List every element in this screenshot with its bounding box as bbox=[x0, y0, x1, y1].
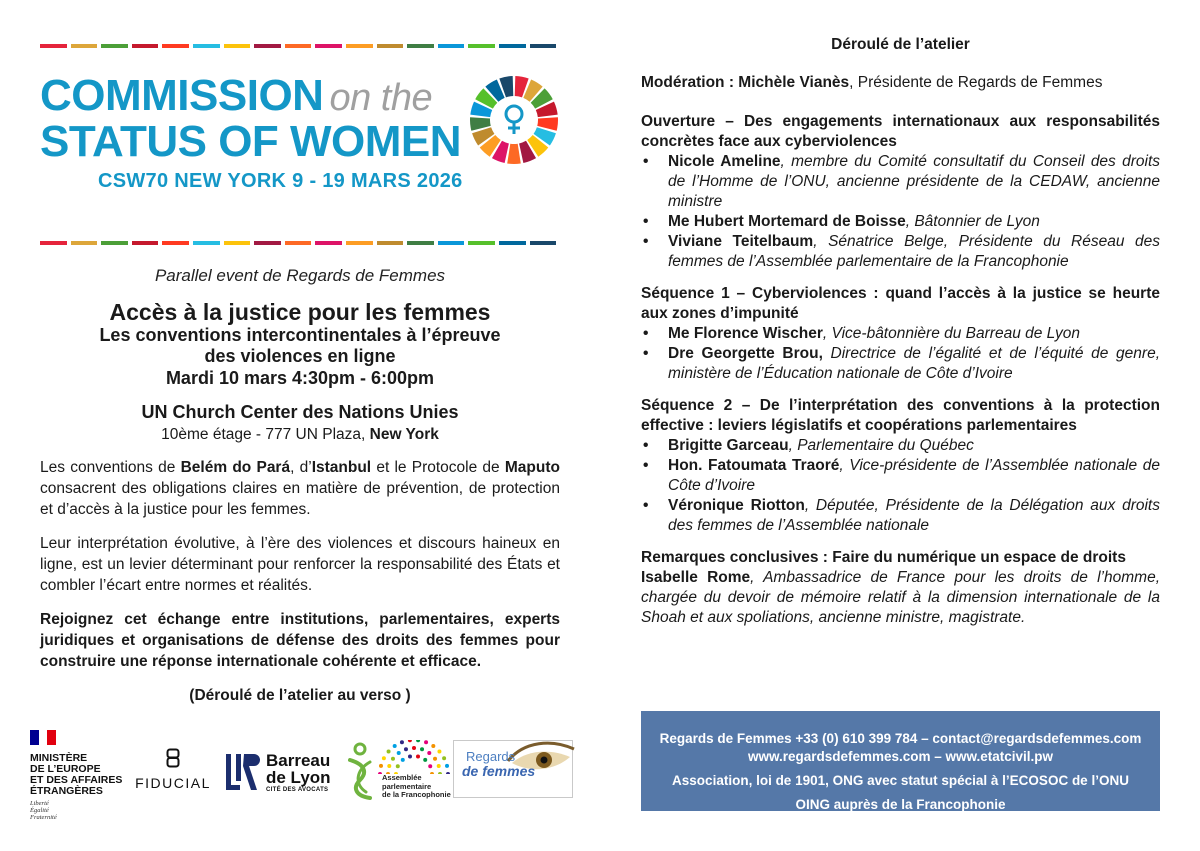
stripe-segment bbox=[530, 241, 557, 245]
stripe-segment bbox=[101, 44, 128, 48]
stripe-segment bbox=[254, 44, 281, 48]
left-column bbox=[40, 40, 560, 705]
event-datetime: Mardi 10 mars 4:30pm - 6:00pm bbox=[165, 368, 435, 388]
address-city: New York bbox=[369, 426, 439, 443]
apf-dot bbox=[437, 764, 441, 768]
apf-dot bbox=[416, 740, 420, 742]
moderation-role: , Présidente de Regards de Femmes bbox=[849, 74, 1103, 91]
intro-paragraph-2: Leur interprétation évolutive, à l’ère des violences et discours haineux en ligne, est un levier déterminant pour renforcer la responsabilité des États et combler l’écart entre normes et réalités. bbox=[40, 535, 560, 594]
sequence-1-speaker-list bbox=[641, 324, 1160, 384]
stripe-segment bbox=[162, 44, 189, 48]
csw-title-on-the: on the bbox=[329, 77, 433, 119]
contact-line1: Regards de Femmes +33 (0) 610 399 784 – contact@regardsdefemmes.com bbox=[659, 731, 1142, 746]
apf-dot bbox=[412, 746, 416, 750]
speaker-name: Nicole Ameline bbox=[668, 153, 781, 170]
intro-paragraph-3: Rejoignez cet échange entre institutions, parlementaires, experts juridiques et organisations de défense des droits des femmes pour construire une réponse internationale cohérente et efficace. bbox=[40, 611, 560, 670]
stripe-segment bbox=[530, 44, 557, 48]
apf-dot bbox=[387, 749, 391, 753]
apf-dot bbox=[379, 764, 383, 768]
event-address bbox=[40, 426, 560, 444]
speaker-name: Me Hubert Mortemard de Boisse bbox=[668, 213, 906, 230]
barreau-mark-icon bbox=[224, 752, 260, 792]
apf-dot bbox=[382, 756, 386, 760]
event-subtitle-line2: des violences en ligne bbox=[204, 346, 396, 366]
closing-speaker-role: , Ambassadrice de France pour les droits de l’homme, chargée du devoir de mémoire relatif à la dimension internationale de la Shoah et aux spoliations, ancienne ministre, magistrate. bbox=[641, 569, 1160, 626]
speaker-item bbox=[641, 324, 1160, 344]
closing-speaker bbox=[641, 568, 1160, 628]
stripe-segment bbox=[377, 241, 404, 245]
apf-dot bbox=[420, 747, 424, 751]
speaker-name: Viviane Teitelbaum bbox=[668, 233, 814, 250]
apf-dot bbox=[387, 764, 391, 768]
stripe-segment bbox=[499, 241, 526, 245]
speaker-item bbox=[641, 212, 1160, 232]
speaker-role: , membre du Comité consultatif du Conseil des droits de l’Homme de l’ONU, ancienne présidente de la CEDAW, ancienne ministre bbox=[668, 153, 1161, 210]
apf-arc-icon bbox=[374, 740, 454, 774]
speaker-name: Brigitte Garceau bbox=[668, 437, 789, 454]
mfa-line3: ET DES AFFAIRES bbox=[30, 774, 123, 786]
stripe-segment bbox=[346, 241, 373, 245]
p1-istanbul: Istanbul bbox=[311, 459, 372, 476]
csw-subtitle: CSW70 NEW YORK 9 - 19 MARS 2026 bbox=[98, 170, 463, 192]
apf-logo bbox=[346, 738, 456, 813]
stripe-segment bbox=[346, 44, 373, 48]
apf-dot bbox=[428, 764, 432, 768]
apf-dot bbox=[416, 754, 420, 758]
stripe-segment bbox=[132, 44, 159, 48]
apf-dot bbox=[404, 747, 408, 751]
regards-de-femmes-logo bbox=[453, 740, 573, 798]
opening-speaker-list bbox=[641, 152, 1160, 272]
speaker-item bbox=[641, 496, 1160, 536]
stripe-segment bbox=[499, 44, 526, 48]
apf-dot bbox=[424, 740, 428, 744]
fiducial-logo bbox=[128, 748, 218, 791]
stripe-segment bbox=[193, 241, 220, 245]
p1-maputo: Maputo bbox=[504, 459, 560, 476]
sequence-1-title: Séquence 1 – Cyberviolences : quand l’accès à la justice se heurte aux zones d’impunité bbox=[641, 285, 1160, 322]
stripe-segment bbox=[315, 44, 342, 48]
sdg-stripe-bottom bbox=[40, 241, 556, 245]
speaker-role: , Bâtonnier de Lyon bbox=[905, 213, 1040, 230]
sdg-wheel-segment bbox=[507, 144, 521, 164]
stripe-segment bbox=[468, 44, 495, 48]
speaker-name: Dre Georgette Brou, bbox=[668, 345, 823, 362]
speaker-item bbox=[641, 232, 1160, 272]
speaker-item bbox=[641, 456, 1160, 496]
program-heading: Déroulé de l’atelier bbox=[831, 36, 970, 53]
speaker-item bbox=[641, 152, 1160, 212]
partner-logos bbox=[28, 718, 588, 828]
apf-dot bbox=[400, 740, 404, 744]
contact-box bbox=[641, 711, 1160, 811]
csw-logo-block bbox=[40, 44, 560, 254]
stripe-segment bbox=[377, 44, 404, 48]
address-prefix: 10ème étage - 777 UN Plaza, bbox=[161, 426, 370, 443]
speaker-name: Me Florence Wischer bbox=[668, 325, 823, 342]
fiducial-mark-icon bbox=[166, 748, 180, 768]
barreau-line1: Barreau bbox=[266, 751, 331, 770]
stripe-segment bbox=[101, 241, 128, 245]
sequence-2-section bbox=[641, 396, 1160, 536]
speaker-item bbox=[641, 436, 1160, 456]
speaker-name: Véronique Riotton bbox=[668, 497, 805, 514]
stripe-segment bbox=[315, 241, 342, 245]
speaker-role: , Vice-présidente de l’Assemblée nationale de Côte d’Ivoire bbox=[668, 457, 1160, 494]
speaker-role: , Vice-bâtonnière du Barreau de Lyon bbox=[822, 325, 1081, 342]
apf-dot bbox=[433, 757, 437, 761]
p1-text-e: et le Protocole de bbox=[371, 459, 505, 476]
rdf-line2: de femmes bbox=[462, 763, 536, 779]
csw-title-line1: COMMISSION bbox=[40, 71, 324, 120]
apf-dot bbox=[437, 749, 441, 753]
mfa-line2: DE L’EUROPE bbox=[30, 763, 101, 775]
apf-line1: Assemblée bbox=[382, 773, 422, 782]
mfa-line1: MINISTÈRE bbox=[30, 752, 88, 764]
contact-websites: www.regardsdefemmes.com – www.etatcivil.pw bbox=[747, 749, 1054, 764]
p1-text-a: Les conventions de bbox=[40, 459, 181, 476]
closing-speaker-name: Isabelle Rome bbox=[641, 569, 751, 586]
csw-title bbox=[40, 71, 462, 166]
stripe-segment bbox=[40, 241, 67, 245]
event-title: Accès à la justice pour les femmes bbox=[109, 299, 491, 325]
apf-dot bbox=[408, 754, 412, 758]
sequence-1-section bbox=[641, 284, 1160, 384]
marianne-flag-icon bbox=[30, 730, 56, 745]
event-subtitle-line1: Les conventions intercontinentales à l’épreuve bbox=[99, 325, 501, 345]
speaker-role: Directrice de l’égalité et de l’équité de genre, ministère de l’Éducation nationale de Côte d’Ivoire bbox=[668, 345, 1160, 382]
contact-oing: OING auprès de la Francophonie bbox=[795, 797, 1006, 812]
mfa-motto1: Liberté bbox=[30, 800, 49, 807]
sequence-2-title: Séquence 2 – De l’interprétation des conventions à la protection effective : leviers législatifs et coopérations parlementaires bbox=[641, 397, 1160, 434]
barreau-line3: CITÉ DES AVOCATS bbox=[266, 787, 329, 793]
barreau-lyon-logo bbox=[224, 752, 354, 804]
stripe-segment bbox=[285, 44, 312, 48]
opening-section bbox=[641, 112, 1160, 272]
stripe-segment bbox=[71, 241, 98, 245]
stripe-segment bbox=[438, 241, 465, 245]
apf-dot bbox=[393, 744, 397, 748]
apf-dot bbox=[408, 740, 412, 742]
apf-dot bbox=[427, 751, 431, 755]
stripe-segment bbox=[162, 241, 189, 245]
apf-line2: parlementaire bbox=[382, 781, 432, 791]
apf-figure-icon bbox=[346, 742, 376, 802]
apf-dot bbox=[442, 756, 446, 760]
rdf-line1: Regards bbox=[466, 749, 516, 764]
apf-dot bbox=[401, 758, 405, 762]
sdg-stripe-top bbox=[40, 44, 556, 48]
apf-dot bbox=[397, 751, 401, 755]
stripe-segment bbox=[285, 241, 312, 245]
speaker-item bbox=[641, 344, 1160, 384]
speaker-role: , Députée, Présidente de la Délégation aux droits des femmes de l’Assemblée nationale bbox=[668, 497, 1160, 534]
mfa-logo bbox=[30, 730, 130, 821]
contact-status: Association, loi de 1901, ONG avec statut spécial à l’ECOSOC de l’ONU bbox=[672, 773, 1129, 788]
p1-text-c: , d’ bbox=[290, 459, 312, 476]
barreau-line2: de Lyon bbox=[266, 768, 331, 787]
p1-belem: Belém do Pará bbox=[180, 459, 291, 476]
stripe-segment bbox=[224, 241, 251, 245]
stripe-segment bbox=[224, 44, 251, 48]
stripe-segment bbox=[71, 44, 98, 48]
mfa-motto3: Fraternité bbox=[30, 814, 57, 821]
apf-dot bbox=[391, 757, 395, 761]
apf-dot bbox=[423, 758, 427, 762]
sequence-2-speaker-list bbox=[641, 436, 1160, 536]
mfa-motto2: Égalité bbox=[30, 807, 49, 814]
intro-paragraph-1 bbox=[40, 457, 560, 520]
stripe-segment bbox=[407, 241, 434, 245]
apf-dot bbox=[445, 764, 449, 768]
moderation bbox=[641, 73, 1160, 93]
closing-title: Remarques conclusives : Faire du numérique un espace de droits bbox=[641, 549, 1126, 566]
csw-title-line2: STATUS OF WOMEN bbox=[40, 117, 462, 166]
stripe-segment bbox=[132, 241, 159, 245]
stripe-segment bbox=[254, 241, 281, 245]
mfa-line4: ÉTRANGÈRES bbox=[30, 785, 103, 797]
fiducial-text: FIDUCIAL bbox=[135, 775, 211, 791]
apf-dot bbox=[396, 764, 400, 768]
apf-dot bbox=[431, 744, 435, 748]
event-venue: UN Church Center des Nations Unies bbox=[141, 402, 459, 422]
stripe-segment bbox=[193, 44, 220, 48]
closing-section bbox=[641, 548, 1160, 628]
p1-text-g: consacrent des obligations claires en matière de prévention, de protection et d’accès à la justice pour les femmes. bbox=[40, 480, 560, 518]
speaker-role: , Sénatrice Belge, Présidente du Réseau des femmes de l’Assemblée parlementaire de la Francophonie bbox=[668, 233, 1160, 270]
right-column bbox=[641, 36, 1160, 640]
sdg-wheel-icon bbox=[468, 74, 560, 166]
stripe-segment bbox=[438, 44, 465, 48]
opening-title: Ouverture – Des engagements internationaux aux responsabilités concrètes face aux cyberviolences bbox=[641, 113, 1160, 150]
stripe-segment bbox=[468, 241, 495, 245]
parallel-event-label: Parallel event de Regards de Femmes bbox=[154, 266, 446, 285]
stripe-segment bbox=[40, 44, 67, 48]
speaker-name: Hon. Fatoumata Traoré bbox=[668, 457, 840, 474]
verso-note: (Déroulé de l’atelier au verso ) bbox=[189, 687, 411, 704]
stripe-segment bbox=[407, 44, 434, 48]
speaker-role: , Parlementaire du Québec bbox=[788, 437, 974, 454]
moderation-label: Modération : Michèle Vianès bbox=[641, 74, 850, 91]
apf-line3: de la Francophonie bbox=[382, 790, 451, 799]
